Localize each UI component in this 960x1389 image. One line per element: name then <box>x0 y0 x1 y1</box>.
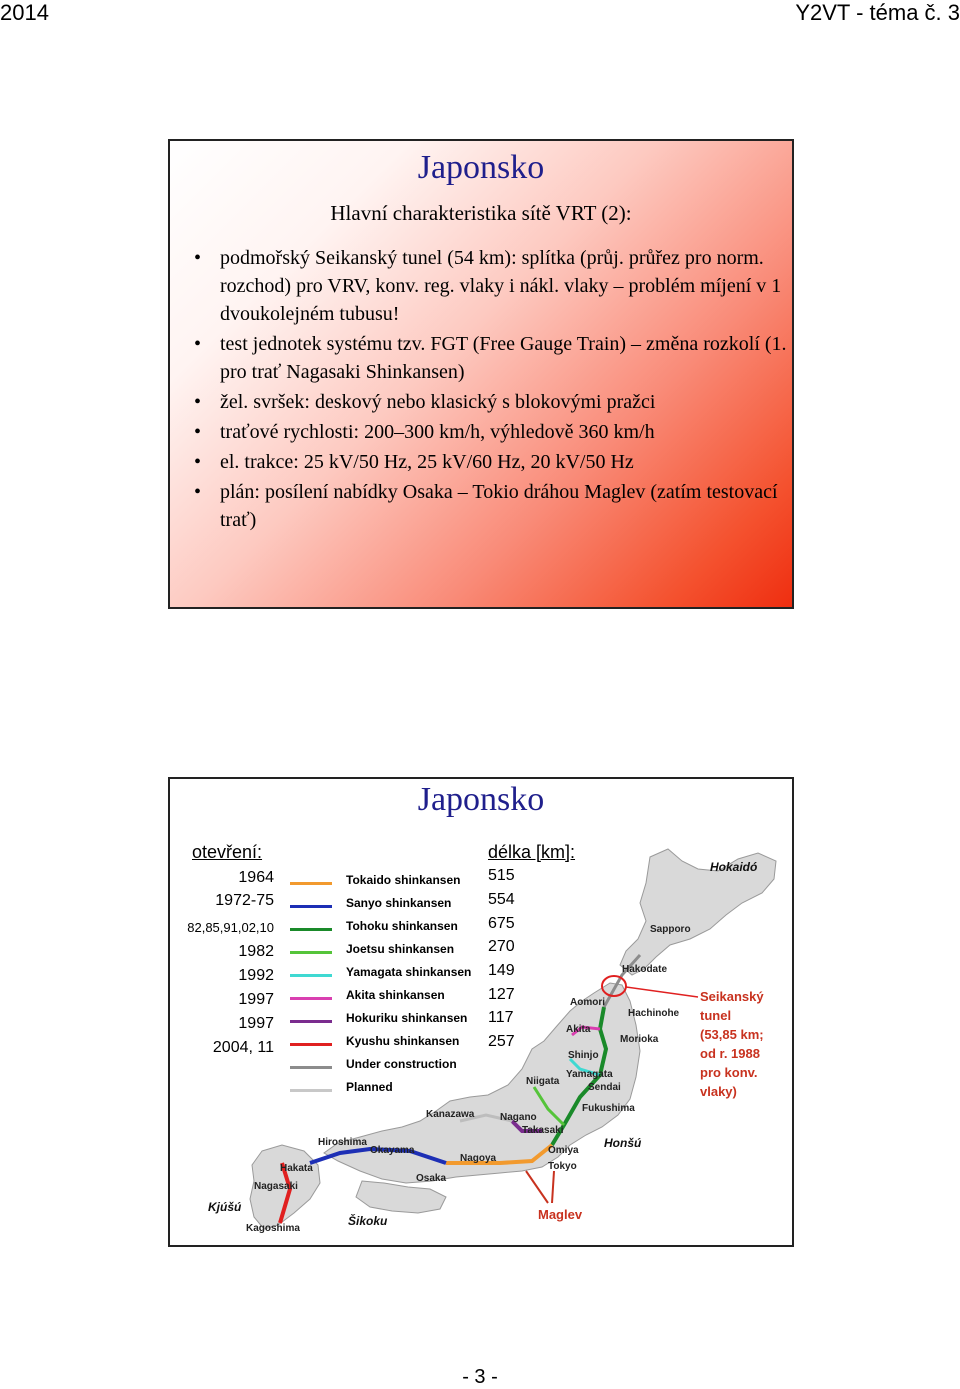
region-kyushu: Kjúšú <box>208 1200 242 1214</box>
line-length: 515 <box>488 867 515 884</box>
header-topic: Y2VT - téma č. 3 <box>795 0 960 25</box>
legend-swatch <box>290 1020 332 1023</box>
line-name: Planned <box>346 1080 393 1094</box>
city-hiroshima: Hiroshima <box>318 1137 367 1148</box>
page-number: - 3 - <box>462 1366 498 1388</box>
city-sendai: Sendai <box>588 1082 621 1093</box>
region-honshu: Honšú <box>604 1136 642 1150</box>
line-year: 1992 <box>238 967 274 984</box>
line-length: 554 <box>488 891 515 908</box>
city-okayama: Okayama <box>370 1145 415 1156</box>
japan-shinkansen-map <box>170 779 792 1245</box>
line-year: 1972-75 <box>215 892 274 909</box>
line-length: 270 <box>488 938 515 955</box>
line-year: 82,85,91,02,10 <box>187 920 274 935</box>
bullet-item: • plán: posílení nabídky Osaka – Tokio dráhou Maglev (zatím testovací trať) <box>192 478 792 534</box>
seikan-pointer <box>626 987 698 997</box>
seikan-note: Seikanský <box>700 989 764 1004</box>
slide2-title: Japonsko <box>417 781 545 818</box>
line-year: 1997 <box>238 991 274 1008</box>
city-hachinohe: Hachinohe <box>628 1008 680 1019</box>
line-year: 2004, 11 <box>212 1039 274 1056</box>
line-length: 127 <box>488 986 515 1003</box>
line-name: Yamagata shinkansen <box>346 965 472 979</box>
maglev-arrow <box>526 1171 548 1203</box>
line-name: Tohoku shinkansen <box>346 919 458 933</box>
slide1-title: Japonsko <box>417 149 545 186</box>
city-hakata: Hakata <box>280 1163 313 1174</box>
city-morioka: Morioka <box>620 1034 659 1045</box>
bullet-item: • traťové rychlosti: 200–300 km/h, výhledově 360 km/h <box>192 418 792 446</box>
legend-swatch <box>290 1043 332 1046</box>
line-length: 257 <box>488 1033 515 1050</box>
bullet-item: • el. trakce: 25 kV/50 Hz, 25 kV/60 Hz, 20 kV/50 Hz <box>192 448 792 476</box>
city-shinjo: Shinjo <box>568 1050 599 1061</box>
legend-swatch <box>290 905 332 908</box>
slide1-subtitle: Hlavní charakteristika sítě VRT (2): <box>330 201 632 225</box>
seikan-note: od r. 1988 <box>700 1046 760 1061</box>
line-name: Tokaido shinkansen <box>346 873 461 887</box>
city-sapporo: Sapporo <box>650 924 691 935</box>
city-yamagata: Yamagata <box>566 1069 613 1080</box>
line-length: 149 <box>488 962 515 979</box>
line-name: Hokuriku shinkansen <box>346 1011 468 1025</box>
city-nagoya: Nagoya <box>460 1153 497 1164</box>
legend-swatch <box>290 928 332 931</box>
column-opening: otevření: <box>192 842 263 862</box>
city-nagasaki: Nagasaki <box>254 1181 298 1192</box>
seikan-note: pro konv. <box>700 1065 758 1080</box>
slide-map <box>168 777 794 1247</box>
city-nagano: Nagano <box>500 1112 537 1123</box>
region-hokkaido: Hokaidó <box>710 860 758 874</box>
seikan-note: (53,85 km; <box>700 1027 764 1042</box>
line-name: Under construction <box>346 1057 457 1071</box>
city-akita: Akita <box>566 1024 591 1035</box>
line-year: 1982 <box>238 943 274 960</box>
legend-swatch <box>290 882 332 885</box>
seikan-note: tunel <box>700 1008 732 1023</box>
city-fukushima: Fukushima <box>582 1103 635 1114</box>
city-takasaki: Takasaki <box>522 1125 564 1136</box>
legend-swatch <box>290 974 332 977</box>
line-length: 675 <box>488 915 515 932</box>
line-name: Kyushu shinkansen <box>346 1034 460 1048</box>
shikoku-island <box>356 1181 446 1213</box>
legend-swatch <box>290 1066 332 1069</box>
line-name: Joetsu shinkansen <box>346 942 455 956</box>
bullet-item: • test jednotek systému tzv. FGT (Free Gauge Train) – změna rozkolí (1. pro trať Nagasaki Shinkansen) <box>192 330 792 386</box>
city-hakodate: Hakodate <box>622 964 668 975</box>
header-year: 2014 <box>0 0 49 25</box>
bullet-item: • žel. svršek: deskový nebo klasický s blokovými pražci <box>192 388 792 416</box>
legend-swatch <box>290 997 332 1000</box>
city-tokyo: Tokyo <box>548 1161 577 1172</box>
seikan-note: vlaky) <box>700 1084 737 1099</box>
city-niigata: Niigata <box>526 1076 560 1087</box>
region-shikoku: Šikoku <box>348 1214 388 1228</box>
city-osaka: Osaka <box>416 1173 447 1184</box>
city-kanazawa: Kanazawa <box>426 1109 475 1120</box>
line-name: Akita shinkansen <box>346 988 445 1002</box>
city-omiya: Omiya <box>548 1145 579 1156</box>
maglev-label: Maglev <box>538 1207 583 1222</box>
column-length: délka [km]: <box>488 842 576 862</box>
legend-swatch <box>290 1089 332 1092</box>
line-year: 1964 <box>238 869 274 886</box>
city-aomori: Aomori <box>570 997 605 1008</box>
line-length: 117 <box>488 1009 514 1026</box>
bullet-item: • podmořský Seikanský tunel (54 km): splítka (průj. průřez pro norm. rozchod) pro VRV, konv. reg. vlaky i nákl. vlaky – problém míjení v 1 dvoukolejném tubusu! <box>192 244 792 328</box>
slide-characteristics <box>168 139 794 609</box>
line-year: 1997 <box>238 1015 274 1032</box>
line-name: Sanyo shinkansen <box>346 896 452 910</box>
bullet-list <box>192 244 792 536</box>
legend-swatch <box>290 951 332 954</box>
maglev-arrow <box>552 1171 554 1203</box>
city-kagoshima: Kagoshima <box>246 1223 300 1234</box>
